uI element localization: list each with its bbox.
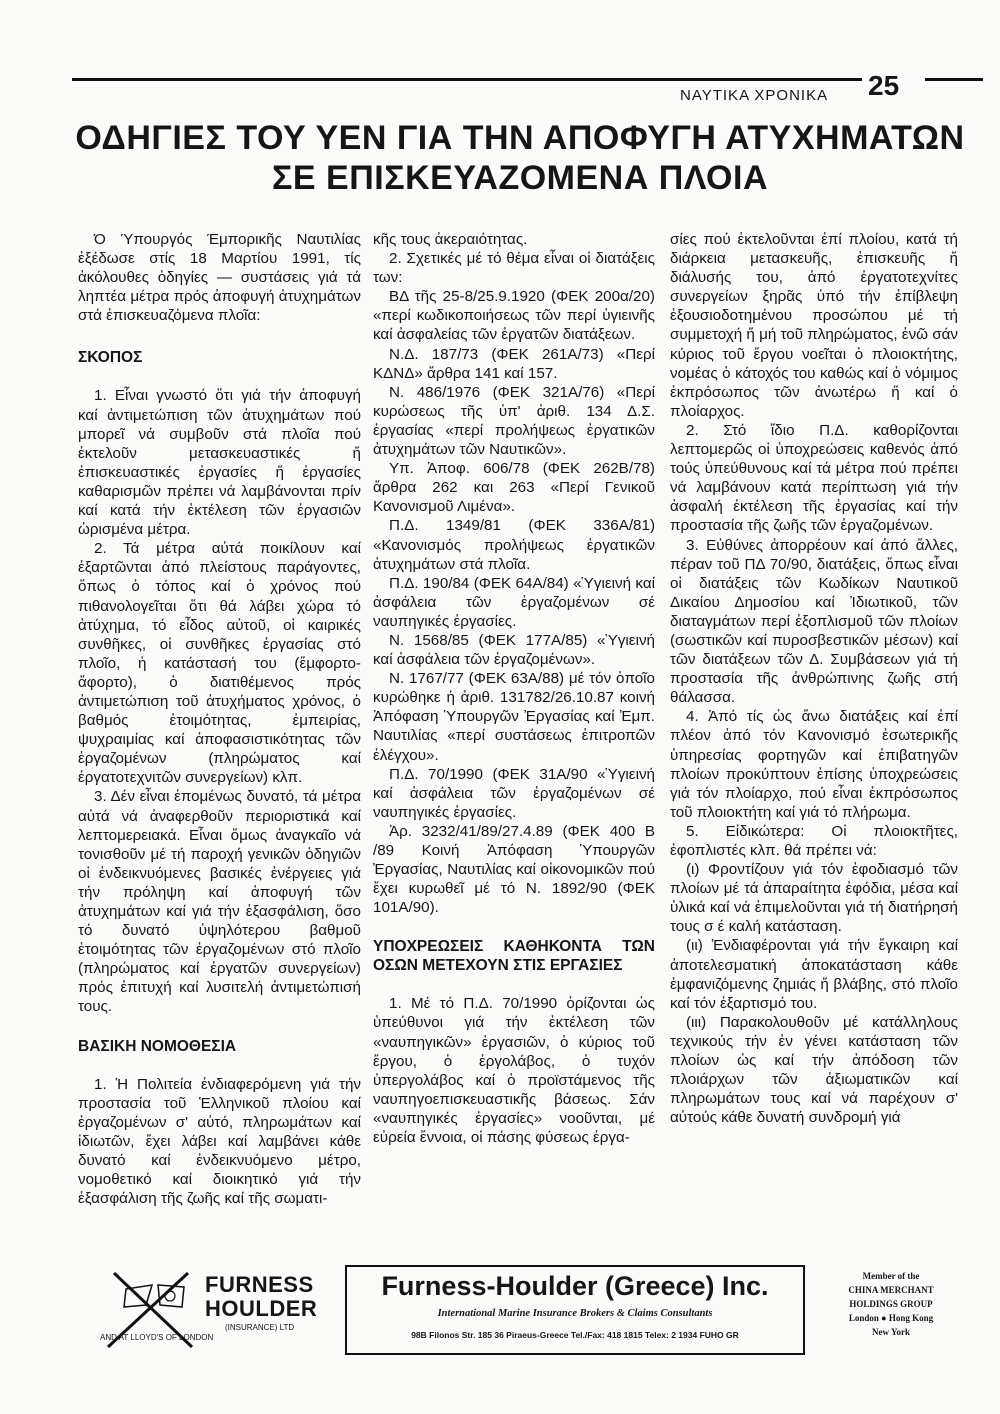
paragraph: Ν.Δ. 187/73 (ΦΕΚ 261Α/73) «Περί ΚΔΝΔ» ἄρθρα 141 καί 157. xyxy=(373,345,655,382)
footer-advertisement xyxy=(100,1265,970,1360)
paragraph: Ν. 486/1976 (ΦΕΚ 321Α/76) «Περί κυρώσεως τῆς ὑπ' ἀριθ. 134 Δ.Σ. ἐργασίας «περί προλήψεως ἐργατικῶν ἀτυχημάτων τῶν Ναυτικῶν». xyxy=(373,383,655,459)
paragraph: Υπ. Ἀποφ. 606/78 (ΦΕΚ 262Β/78) ἄρθρα 262 και 263 «Περί Γενικοῦ Κανονισμοῦ Λιμένα». xyxy=(373,460,655,516)
membership-box: Member of the CHINA MERCHANT HOLDINGS GROUP London ● Hong Kong New York xyxy=(848,1271,934,1337)
paragraph: Ἀρ. 3232/41/89/27.4.89 (ΦΕΚ 400 Β /89 Κοινή Ἀπόφαση Ὑπουργῶν Ἐργασίας, Ναυτιλίας καί οἰκονομικῶν πού ἔχει κυρωθεῖ μέ τό Ν. 1892/90 (ΦΕΚ 101Α/90). xyxy=(373,822,655,917)
company-box xyxy=(345,1265,805,1355)
paragraph: 1. Μέ τό Π.Δ. 70/1990 ὁρίζονται ὡς ὑπεύθυνοι γιά τήν ἐκτέλεση τῶν «ναυπηγικῶν» ἐργασιῶν, ὁ κύριος τοῦ ἔργου, ὁ ἐργολάβος, ὁ τυχόν ὑπεργολάβος καί ὁ προϊστάμενος τῆς ναυπηγοεπισκευαστικῆς βάσεως. Σάν «ναυπηγικές ἐργασίες» νοοῦνται, μέ εὐρεία ἔννοια, οἱ πάσης φύσεως ἐργα- xyxy=(373,995,655,1147)
paragraph: σίες πού ἐκτελοῦνται ἐπί πλοίου, κατά τή διάρκεια μετασκευῆς, ἐπισκευῆς ἤ διάλυσής του, ἀπό ἐργατοτεχνίτες συνεργείων ξηρᾶς ὑπό τήν ἐπίβλεψη ἐξουσιοδοτημένου προσώπου μέ τή συμμετοχή ἤ μή τοῦ πληρώματος, ἐνῶ σάν κύριος τοῦ ἔργου νοεῖται ὁ πλοιοκτήτης, νομέας ὁ κάτοχός του καθώς καί ὁ νόμιμος ἐκπρόσωπος τῶν ἀνωτέρω ἤ καί ὁ πλοίαρχος. xyxy=(670,231,958,420)
article-title xyxy=(60,118,980,198)
paragraph: Ν. 1767/77 (ΦΕΚ 63Α/88) μέ τόν ὁποῖο κυρώθηκε ἡ ἀριθ. 131782/26.10.87 κοινή Ἀπόφαση Ὑπουργῶν Ἐργασίας καί Ἐμπ. Ναυτιλίας «περί συστάσεως ἐπιτροπῶν ἐλέγχου». xyxy=(373,670,655,764)
paragraph: Π.Δ. 70/1990 (ΦΕΚ 31Α/90 «Ὑγιεινή καί ἀσφάλεια τῶν ἐργαζομένων σέ ναυπηγικές ἐργασίες. xyxy=(373,765,655,821)
intro-paragraph: Ό Ύπουργός Έμπορικῆς Ναυτιλίας ἐξέδωσε στίς 18 Μαρτίου 1991, τίς ἀκόλουθες ὁδηγίες — συστάσεις γιά τά ληπτέα μέτρα πρός ἀποφυγή ἀτυχημάτων στά ἐπισκευαζόμενα πλοῖα: xyxy=(78,231,361,325)
paragraph: 2. Τά μέτρα αὐτά ποικίλουν καί ἐξαρτῶνται ἀπό πλείστους παράγοντες, ὅπως ὁ τόπος καί ὁ χρόνος πού πιθανολογεῖται ὅτι θά λάβει χώρα τό ἀτύχημα, τό εἶδος αὐτοῦ, οἱ καιρικές συνθῆκες, οἱ συνθῆκες ἐργασίας στό πλοῖο, ἡ κατάστασή του (ἔμφορτο-ἄφορτο), ὁ διατιθέμενος πρός ἀντιμετώπιση τοῦ ἀτυχήματος χρόνος, ὁ βαθμός ἑτοιμότητας, ἐμπειρίας, ψυχραιμίας καί ἀποφασιστικότητας τῶν ἐργαζομένων (πληρώματος καί ἐργατοτεχνιτῶν συνεργείων) κλπ. xyxy=(78,540,361,787)
column-2 xyxy=(373,230,655,1147)
paragraph: 2. Σχετικές μέ τό θέμα εἶναι οἱ διατάξεις των: xyxy=(373,250,655,287)
title-line-2: ΣΕ ΕΠΙΣΚΕΥΑΖΟΜΕΝΑ ΠΛΟΙΑ xyxy=(271,159,769,197)
paragraph: 4. Ἀπό τίς ὡς ἄνω διατάξεις καί ἐπί πλέον ἀπό τόν Κανονισμό ἐσωτερικῆς ὑπηρεσίας φορτηγῶν καί ἐπιβατηγῶν πλοίων προκύπτουν ἐπίσης ὑποχρεώσεις γιά τόν πλοίαρχο, πού εἶναι ἐκπρόσωπος τοῦ πλοιοκτήτη καί γιά τό πλήρωμα. xyxy=(670,708,958,821)
section-heading-ypoxreoseis: ΥΠΟΧΡΕΩΣΕΙΣ ΚΑΘΗΚΟΝΤΑ ΤΩΝ ΟΣΩΝ ΜΕΤΕΧΟΥΝ ΣΤΙΣ ΕΡΓΑΣΙΕΣ xyxy=(373,938,655,975)
paragraph: (ι) Φροντίζουν γιά τόν ἐφοδιασμό τῶν πλοίων μέ τά ἀπαραίτητα ἐφόδια, μέσα καί ὑλικά καί νά ἐπιμελοῦνται γιά τή διατήρησή τους σ έ καλή κατάσταση. xyxy=(670,861,958,936)
page-number: 25 xyxy=(868,70,900,101)
paragraph: Π.Δ. 190/84 (ΦΕΚ 64Α/84) «Ὑγιεινή καί ἀσφάλεια τῶν ἐργαζομένων σέ ναυπηγικές ἐργασίες. xyxy=(373,574,655,630)
company-tagline: International Marine Insurance Brokers & Claims Consultants xyxy=(437,1308,713,1319)
paragraph: 5. Εἰδικώτερα: Οἱ πλοιοκτῆτες, ἐφοπλιστές κλπ. θά πρέπει νά: xyxy=(670,822,958,859)
furness-houlder-logo xyxy=(100,1265,340,1360)
paragraph: 2. Στό ἴδιο Π.Δ. καθορίζονται λεπτομερῶς οἱ ὑποχρεώσεις καθενός ἀπό τούς ὑπεύθυνους καί τά μέτρα πού πρέπει νά λαμβάνουν κατά περίπτωση γιά τήν ἀσφαλή ἐκτέλεση τῆς ἐργασίας καί τήν προστασία τῆς ζωῆς τῶν ἐργαζομένων. xyxy=(670,421,958,535)
section-heading-skopos: ΣΚΟΠΟΣ xyxy=(78,349,143,367)
crossed-flags-icon xyxy=(100,1265,205,1360)
logo-subtitle: (INSURANCE) LTD AND AT LLOYD'S OF LONDON xyxy=(100,1323,295,1342)
company-address: 98B Filonos Str. 185 36 Piraeus-Greece Tel./Fax: 418 1815 Telex: 2 1934 FUHO GR xyxy=(411,1330,739,1340)
paragraph: Π.Δ. 1349/81 (ΦΕΚ 336Α/81) «Κανονισμός προλήψεως ἐργατικῶν ἀτυχημάτων στά πλοῖα. xyxy=(373,517,655,573)
title-line-1: ΟΔΗΓΙΕΣ ΤΟΥ ΥΕΝ ΓΙΑ ΤΗΝ ΑΠΟΦΥΓΗ ΑΤΥΧΗΜΑΤΩΝ xyxy=(75,119,965,157)
header-rule-left xyxy=(72,78,862,81)
paragraph: κῆς τους ἀκεραιότητας. xyxy=(373,231,528,248)
header-rule-right xyxy=(925,78,983,81)
paragraph: 3. Δέν εἶναι ἑπομένως δυνατό, τά μέτρα αὐτά νά ἀναφερθοῦν περιοριστικά καί λεπτομερειακά. Εἶναι ὅμως ἀναγκαῖο νά τονισθοῦν μέ τή παροχή γενικῶν ὁδηγιῶν οἱ ἐνδεικνυόμενες βασικές ἐνέργειες γιά τήν πρόληψη καί ἀποφυγή τῶν ἀτυχημάτων καί γιά τήν ἐξασφάλιση, ὅσο τό δυνατό ὑψηλότερου βαθμοῦ ἑτοιμότητας τῶν ἐργαζομένων στό πλοῖο (πληρώματος καί ἐργατῶν συνεργείων) πρός ἐπιτυχή καί λυσιτελή ἀντιμετώπισή τους. xyxy=(78,788,361,1016)
logo-wordmark: FURNESS HOULDER xyxy=(205,1272,318,1321)
paragraph: ΒΔ τῆς 25-8/25.9.1920 (ΦΕΚ 200α/20) «περί κωδικοποιήσεως τῶν περί ὑγιεινῆς καί ἀσφαλείας τῶν ἐργατῶν διατάξεων. xyxy=(373,288,655,344)
paragraph: (ιιι) Παρακολουθοῦν μέ κατάλληλους τεχνικούς τήν ἐν γένει κατάσταση τῶν πλοίων ὡς καί τήν ἀπόδοση τῶν πλοιάρχων τῶν ἀξιωματικῶν καί πληρωμάτων τους καί νά παρέχουν σ' αὐτούς κάθε δυνατή συνδρομή γιά xyxy=(670,1013,958,1127)
paragraph: (ιι) Ἐνδιαφέρονται γιά τήν ἔγκαιρη καί ἀποτελεσματική ἀποκατάσταση κάθε ἐμφανιζόμενης ζημιάς ἤ βλάβης, στό πλοῖο καί τόν ἐξαρτισμό του. xyxy=(670,937,958,1012)
paragraph: 3. Εὐθύνες ἀπορρέουν καί ἀπό ἄλλες, πέραν τοῦ ΠΔ 70/90, διατάξεις, ὅπως εἶναι οἱ διατάξεις τῶν Κωδίκων Ναυτικοῦ Δικαίου Δημοσίου καί Ἰδιωτικοῦ, τῶν διαταγμάτων περί ἐξοπλισμοῦ τῶν πλοίων (σωστικῶν καί πυροσβεστικῶν μέσων) καί τῶν διατάξεων τῶν Δ. Συμβάσεων γιά τή προστασία τῆς ἀνθρώπινης ζωῆς στή θάλασσα. xyxy=(670,536,958,707)
column-3 xyxy=(670,230,958,1127)
section-heading-nomothesia: ΒΑΣΙΚΗ ΝΟΜΟΘΕΣΙΑ xyxy=(78,1037,237,1055)
company-name: Furness-Houlder (Greece) Inc. xyxy=(381,1271,769,1301)
paragraph: Ν. 1568/85 (ΦΕΚ 177Α/85) «Ὑγιεινή καί ἀσφάλεια τῶν ἐργαζομένων». xyxy=(373,631,655,669)
column-1 xyxy=(78,230,361,1208)
paragraph: 1. Ἡ Πολιτεία ἐνδιαφερόμενη γιά τήν προστασία τοῦ Ἑλληνικοῦ πλοίου καί ἐργαζομένων σ' αὐτό, πληρωμάτων καί ἰδιωτῶν, ἔχει λάβει καί λαμβάνει κάθε δυνατό καί ἐνδεικνυόμενο μέτρο, νομοθετικό καί διοικητικό γιά τήν ἐξασφάλιση τῆς ζωῆς καί τῆς σωματι- xyxy=(78,1075,361,1208)
publication-name: ΝΑΥΤΙΚΑ ΧΡΟΝΙΚΑ xyxy=(680,87,829,104)
paragraph: 1. Εἶναι γνωστό ὅτι γιά τήν ἀποφυγή καί ἀντιμετώπιση τῶν ἀτυχημάτων πού μπορεῖ νά συμβοῦν στά πλοῖα πού ἐκτελοῦν μετασκευαστικές ἤ ἐπισκευαστικές ἐργασίες ἤ ἐργασίες καθαρισμῶν πρέπει νά λαμβάνονται πρίν καί κατά τήν ἐκτέλεση τῶν ἐργασιῶν ὡρισμένα μέτρα. xyxy=(78,387,361,539)
